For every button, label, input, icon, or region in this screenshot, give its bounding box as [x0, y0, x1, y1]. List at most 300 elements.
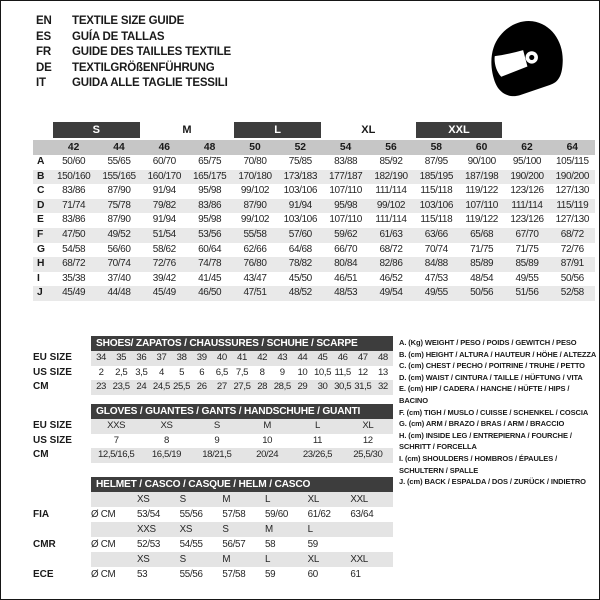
size-cell: 44: [297, 352, 308, 363]
measurement-cell: 99/102: [376, 199, 406, 211]
size-cell: 32: [377, 381, 388, 393]
size-cell: M: [265, 524, 273, 535]
measurement-cell: 45/49: [62, 287, 86, 299]
size-cell: M: [263, 420, 271, 431]
size-cell: 6: [199, 366, 205, 378]
measurement-cell: 127/130: [555, 214, 589, 226]
size-cell: XXL: [350, 554, 368, 565]
racing-helmet-icon: [481, 15, 567, 105]
table-row: [33, 567, 395, 582]
table-row: [33, 243, 595, 258]
numeric-size-cell: 48: [203, 142, 216, 153]
row-band: [91, 537, 393, 552]
measurement-cell: 52/58: [560, 287, 584, 299]
legend-item: J. (cm) BACK / ESPALDA / DOS / ZURÜCK / INDIETRO: [399, 477, 586, 487]
size-cell: 13: [377, 366, 388, 378]
measurement-cell: 59: [265, 569, 276, 580]
measurement-cell: 79/82: [152, 199, 176, 211]
measurement-cell: 54/58: [62, 243, 86, 255]
size-cell: S: [213, 420, 220, 431]
size-cell: 18/21,5: [202, 449, 232, 461]
language-code: EN: [36, 15, 52, 27]
language-code: IT: [36, 77, 46, 90]
table-row: [33, 351, 395, 366]
size-cell: XL: [307, 554, 320, 565]
size-cell: [350, 522, 393, 537]
measurement-cell: 70/80: [243, 156, 267, 167]
unit-cell: Ø CM: [91, 569, 116, 580]
size-cell: 12: [362, 434, 373, 446]
size-cell: 34: [96, 352, 106, 363]
size-cell: 30,5: [334, 381, 352, 393]
size-cell: 27: [216, 381, 227, 393]
size-cell: 27,5: [233, 381, 251, 393]
unit-cell: [91, 552, 137, 567]
measurement-cell: 105/115: [556, 156, 589, 167]
measurement-cell: 51/56: [515, 287, 539, 299]
size-cell: M: [222, 554, 231, 565]
size-cell: 10: [262, 434, 273, 446]
measurement-cell: 119/122: [465, 185, 498, 197]
measurement-cell: 91/94: [288, 199, 312, 211]
gloves-table: [33, 404, 395, 463]
measurement-cell: 49/55: [424, 287, 448, 299]
language-label: GUIDE DES TAILLES TEXTILE: [72, 46, 231, 59]
measurement-cell: 103/106: [283, 214, 317, 226]
measurement-cell: 65/75: [198, 156, 222, 167]
table-row: [33, 537, 395, 552]
measurement-cell: 123/126: [510, 185, 544, 197]
row-label: G: [37, 243, 46, 255]
numeric-size-cell: 56: [385, 142, 397, 153]
numeric-size-cell: 54: [339, 142, 352, 153]
table-row: [33, 228, 595, 243]
size-cell: 24,5: [152, 381, 170, 393]
language-label: TEXTILGRÖßENFÜHRUNG: [72, 61, 215, 74]
measurement-cell: 59: [307, 539, 318, 550]
table-row: [33, 257, 595, 272]
size-cell: 11: [312, 434, 323, 446]
measurement-cell: 58: [265, 539, 276, 550]
measurement-cell: 78/82: [288, 258, 312, 270]
legend-item: A. (Kg) WEIGHT / PESO / POIDS / GEWITCH / PESO: [399, 338, 577, 347]
row-band: [91, 434, 393, 449]
measurement-cell: 115/119: [556, 199, 589, 211]
row-band: [91, 552, 393, 567]
numeric-size-cell: 52: [294, 142, 307, 153]
measurement-cell: 57/60: [288, 228, 312, 240]
table-row: [33, 419, 395, 434]
measurement-cell: 50/60: [62, 156, 86, 167]
measurement-cell: 70/74: [424, 243, 448, 255]
size-cell: 7: [113, 434, 119, 446]
measurement-cell: 49/54: [379, 287, 403, 299]
language-row: [36, 76, 231, 92]
measurement-cell: 54/55: [179, 539, 203, 550]
size-cell: XXS: [137, 524, 156, 535]
table-row: [33, 155, 595, 170]
measurement-cell: 95/98: [334, 199, 358, 211]
language-row: [36, 14, 231, 30]
measurement-cell: 48/54: [470, 272, 494, 284]
measurement-cell: 46/52: [379, 272, 403, 284]
size-cell: S: [179, 494, 186, 505]
size-cell: 47: [357, 352, 368, 363]
size-cell: 40: [216, 352, 227, 363]
textile-size-table: [33, 122, 595, 301]
row-band: [91, 522, 393, 537]
table-row: [33, 492, 395, 507]
size-cell: 29: [297, 381, 308, 393]
measurement-cell: 53/56: [198, 228, 222, 240]
table-row: [33, 286, 595, 301]
size-cell: 3,5: [135, 366, 148, 378]
measurement-cell: 70/74: [107, 258, 131, 270]
language-row: [36, 61, 231, 77]
row-label: H: [37, 258, 45, 270]
measurement-cell: 83/86: [198, 199, 222, 211]
numeric-size-cell: 64: [566, 142, 579, 153]
helmet-title: HELMET / CASCO / CASQUE / HELM / CASCO: [91, 477, 393, 492]
size-cell: 39: [196, 352, 207, 363]
measurement-cell: 68/72: [560, 228, 584, 240]
row-label: US SIZE: [33, 366, 72, 378]
measurement-cell: 90/100: [467, 156, 496, 167]
measurement-cell: 55/56: [179, 509, 203, 520]
row-band: [91, 507, 393, 522]
language-header: [36, 14, 231, 92]
measurement-cell: 75/85: [288, 156, 312, 167]
measurement-cell: 160/170: [147, 170, 181, 182]
numeric-size-cell: 44: [113, 142, 125, 153]
language-row: [36, 45, 231, 61]
size-cell: L: [265, 554, 271, 565]
measurement-cell: 87/90: [107, 214, 131, 226]
size-cell: XL: [307, 494, 320, 505]
measurement-cell: 60/70: [152, 156, 176, 167]
table-row: [33, 213, 595, 228]
numeric-size-cell: 60: [475, 142, 488, 153]
size-cell: 2,5: [115, 366, 128, 378]
measurement-cell: 87/90: [243, 199, 267, 211]
legend-item: F. (cm) TIGH / MUSLO / CUISSE / SCHENKEL / COSCIA: [399, 407, 589, 417]
measurement-cell: 71/75: [515, 243, 539, 255]
size-cell: 46: [337, 352, 348, 363]
size-cell: L: [315, 420, 320, 431]
measurement-cell: 52/53: [137, 539, 161, 550]
language-row: [36, 30, 231, 46]
size-cell: 38: [176, 352, 187, 363]
row-label: F: [37, 228, 44, 240]
size-cell: 35: [116, 352, 127, 363]
measurement-cell: 59/62: [334, 228, 358, 240]
measurement-cell: 85/89: [515, 258, 539, 270]
table-row: [33, 448, 395, 463]
size-cell: 30: [317, 381, 328, 393]
measurement-cell: 39/42: [152, 272, 176, 284]
measurement-cell: 63/64: [350, 509, 374, 520]
language-label: GUÍA DE TALLAS: [72, 30, 165, 43]
row-label: [33, 552, 91, 567]
measurement-cell: 83/86: [62, 214, 86, 226]
measurement-cell: 95/98: [198, 214, 222, 226]
measurement-cell: 190/200: [555, 170, 589, 182]
measurement-cell: 60/64: [198, 243, 222, 255]
size-cell: 43: [277, 352, 288, 363]
size-cell: 28: [257, 381, 268, 393]
measurement-cell: 58/62: [152, 243, 176, 255]
measurement-cell: 48/53: [334, 287, 358, 299]
measurement-cell: 111/114: [511, 199, 543, 211]
measurement-cell: 85/89: [470, 258, 494, 270]
measurement-cell: 150/160: [56, 170, 91, 182]
table-row: [33, 434, 395, 449]
size-cell: 2: [98, 366, 104, 378]
size-cell: 23: [96, 381, 106, 393]
size-group-label: L: [234, 122, 321, 138]
row-label: C: [37, 185, 45, 197]
measurement-cell: 53/54: [137, 509, 161, 520]
measurement-cell: 61/62: [307, 509, 331, 520]
shoes-table: [33, 336, 395, 395]
size-cell: 48: [377, 352, 388, 363]
measurement-cell: 67/70: [515, 228, 539, 240]
measurement-cell: [350, 537, 393, 552]
measurement-cell: 62/66: [243, 243, 267, 255]
row-band: [91, 380, 393, 395]
measurement-cell: 103/106: [419, 199, 453, 211]
measurement-cell: 95/100: [512, 156, 542, 167]
measurement-cell: 61: [350, 569, 361, 580]
size-cell: 10: [297, 366, 308, 378]
language-code: ES: [36, 30, 51, 43]
unit-cell: Ø CM: [91, 509, 116, 520]
legend-item: G. (cm) ARM / BRAZO / BRAS / ARM / BRACCIO: [399, 419, 565, 429]
table-row: [33, 366, 395, 381]
measurement-cell: 47/50: [62, 228, 86, 240]
measurement-cell: 123/126: [510, 214, 544, 226]
measurement-cell: 95/98: [198, 185, 222, 197]
row-band: [91, 351, 393, 366]
measurement-cell: 173/183: [283, 170, 317, 182]
measurement-cell: 43/47: [243, 272, 267, 284]
corner-cell: [33, 140, 51, 155]
size-cell: 45: [317, 352, 328, 363]
measurement-cell: 87/95: [424, 156, 448, 167]
size-cell: 12,5/16,5: [97, 449, 135, 461]
language-code: FR: [36, 46, 51, 59]
measurement-cell: 45/49: [152, 287, 176, 299]
size-group-label: XXL: [416, 122, 503, 138]
size-cell: XS: [137, 494, 150, 505]
row-band: [91, 567, 393, 582]
measurement-cell: 68/72: [62, 258, 86, 270]
numeric-size-cell: 50: [249, 142, 261, 153]
legend-item: I. (cm) SHOULDERS / HOMBROS / ÉPAULES / SCHULTERN / SPALLE: [399, 453, 558, 475]
measurement-cell: 57/58: [222, 569, 246, 580]
row-label: A: [37, 156, 45, 167]
size-cell: 9: [214, 434, 220, 446]
row-label: ECE: [33, 569, 54, 580]
measurement-cell: 55/56: [179, 569, 203, 580]
helmet-table: [33, 477, 395, 582]
measurement-cell: 55/58: [243, 228, 267, 240]
gloves-title: GLOVES / GUANTES / GANTS / HANDSCHUHE / GUANTI: [91, 404, 393, 419]
size-cell: S: [222, 524, 229, 535]
measurement-cell: 76/80: [243, 258, 267, 270]
measurement-cell: 41/45: [198, 272, 222, 284]
size-cell: 4: [158, 366, 164, 378]
measurement-cell: 66/70: [334, 243, 358, 255]
measurement-cell: 91/94: [152, 214, 176, 226]
measurement-cell: 111/114: [375, 185, 407, 197]
size-cell: 7,5: [235, 366, 249, 378]
size-cell: XS: [179, 524, 193, 535]
row-band: [91, 419, 393, 434]
measurement-cell: 91/94: [152, 185, 176, 197]
row-label: CM: [33, 449, 49, 461]
measurement-cell: 57/58: [222, 509, 246, 520]
numeric-size-cell: 62: [521, 142, 533, 153]
size-group-label: XL: [361, 124, 376, 136]
table-row: [33, 380, 395, 395]
size-cell: 16,5/19: [151, 449, 182, 461]
legend-item: C. (cm) CHEST / PECHO / POITRINE / TRUHE / PETTO: [399, 361, 585, 371]
measurement-cell: 61/63: [379, 228, 403, 240]
measurement-cell: 37/40: [107, 272, 131, 284]
shoes-title: SHOES/ ZAPATOS / CHAUSSURES / SCHUHE / SCARPE: [91, 336, 393, 351]
measurement-cell: 170/180: [238, 170, 272, 182]
size-cell: XXL: [350, 494, 368, 505]
size-group-row: [33, 122, 595, 138]
measurement-cell: 99/102: [240, 214, 270, 226]
language-label: GUIDA ALLE TAGLIE TESSILI: [72, 77, 228, 90]
measurement-cell: 85/92: [379, 156, 403, 167]
measurement-cell: 47/51: [243, 287, 267, 299]
table-row: [33, 184, 595, 199]
size-cell: 11,5: [334, 366, 351, 378]
measurement-cell: 50/56: [470, 287, 494, 299]
table-row: [33, 507, 395, 522]
size-cell: 25,5: [173, 381, 191, 393]
measurement-cell: 190/200: [510, 170, 544, 182]
measurement-cell: 75/78: [107, 199, 131, 211]
unit-cell: Ø CM: [91, 539, 116, 550]
measurement-cell: 74/78: [198, 258, 222, 270]
measurement-rows: [33, 155, 595, 301]
measurement-cell: 185/195: [419, 170, 453, 182]
size-cell: 31,5: [354, 381, 372, 393]
measurement-cell: 47/53: [424, 272, 448, 284]
size-cell: 28,5: [273, 381, 291, 393]
measurement-cell: 60: [307, 569, 318, 580]
size-cell: M: [222, 494, 231, 505]
measurement-cell: 107/110: [329, 185, 362, 197]
table-row: [33, 199, 595, 214]
measurement-cell: 87/91: [560, 258, 584, 270]
measurement-cell: 107/110: [465, 199, 498, 211]
size-cell: 24: [136, 381, 147, 393]
size-cell: XXS: [107, 420, 126, 431]
numeric-size-row: [33, 140, 595, 155]
size-cell: S: [179, 554, 186, 565]
measurement-cell: 56/60: [107, 243, 131, 255]
measurement-cell: 45/50: [288, 272, 312, 284]
table-row: [33, 170, 595, 185]
measurement-cell: 115/118: [420, 214, 453, 226]
size-cell: XS: [137, 554, 150, 565]
row-band: [91, 448, 393, 463]
size-cell: L: [265, 494, 271, 505]
measurement-cell: 182/190: [374, 170, 408, 182]
measurement-cell: 51/54: [152, 228, 176, 240]
measurement-cell: 72/76: [152, 258, 176, 270]
legend-item: H. (cm) INSIDE LEG / ENTREPIERNA / FOURCHE / SCHRITT / FORCELLA: [399, 430, 572, 452]
size-cell: 23,5: [112, 381, 130, 393]
measurement-cell: 64/68: [288, 243, 312, 255]
row-band: [91, 492, 393, 507]
legend-item: D. (cm) WAIST / CINTURA / TAILLE / HÜFTUNG / VITA: [399, 372, 583, 382]
measurement-cell: 71/75: [470, 243, 494, 255]
row-label: CMR: [33, 539, 56, 550]
table-row: [33, 552, 395, 567]
size-cell: 23/26,5: [302, 449, 333, 461]
measurement-cell: 80/84: [334, 258, 358, 270]
size-cell: 42: [257, 352, 268, 363]
measurement-cell: 127/130: [555, 185, 589, 197]
row-label: I: [37, 272, 40, 284]
measurement-cell: 65/68: [470, 228, 494, 240]
measurement-cell: 82/86: [379, 258, 403, 270]
measurement-cell: 99/102: [240, 185, 270, 197]
measurement-cell: 165/175: [192, 170, 227, 182]
row-label: B: [37, 170, 45, 182]
measurement-cell: 49/55: [515, 272, 539, 284]
measurement-cell: 155/165: [102, 170, 136, 182]
row-label: US SIZE: [33, 434, 72, 446]
measurement-cell: 50/56: [560, 272, 584, 284]
measurement-cell: 59/60: [265, 509, 289, 520]
measurement-cell: 55/65: [107, 156, 131, 167]
size-cell: 37: [156, 352, 167, 363]
measurement-cell: 71/74: [62, 199, 86, 211]
unit-cell: [91, 492, 137, 507]
measurement-cell: 107/110: [329, 214, 362, 226]
legend-item: E. (cm) HIP / CADERA / HANCHE / HÜFTE / HIPS / BACINO: [399, 384, 570, 405]
measurement-cell: 63/66: [424, 228, 448, 240]
measurement-legend: [399, 337, 597, 488]
size-cell: 10,5: [313, 366, 332, 378]
size-cell: 6,5: [215, 366, 228, 378]
measurement-cell: 48/52: [288, 287, 312, 299]
table-row: [33, 272, 595, 287]
size-cell: 9: [279, 366, 285, 378]
language-label: TEXTILE SIZE GUIDE: [72, 15, 185, 27]
row-label: CM: [33, 381, 49, 393]
measurement-cell: 187/198: [464, 170, 499, 182]
size-cell: 36: [136, 352, 147, 363]
measurement-cell: 49/52: [107, 228, 131, 240]
measurement-cell: 177/187: [328, 170, 363, 182]
size-cell: 41: [237, 352, 247, 363]
numeric-size-cell: 46: [158, 142, 171, 153]
size-cell: 5: [179, 366, 185, 378]
size-cell: 8: [259, 366, 265, 378]
measurement-cell: 83/88: [334, 156, 358, 167]
row-label: D: [37, 199, 45, 211]
measurement-cell: 103/106: [283, 185, 317, 197]
numeric-size-cell: 58: [430, 142, 443, 153]
